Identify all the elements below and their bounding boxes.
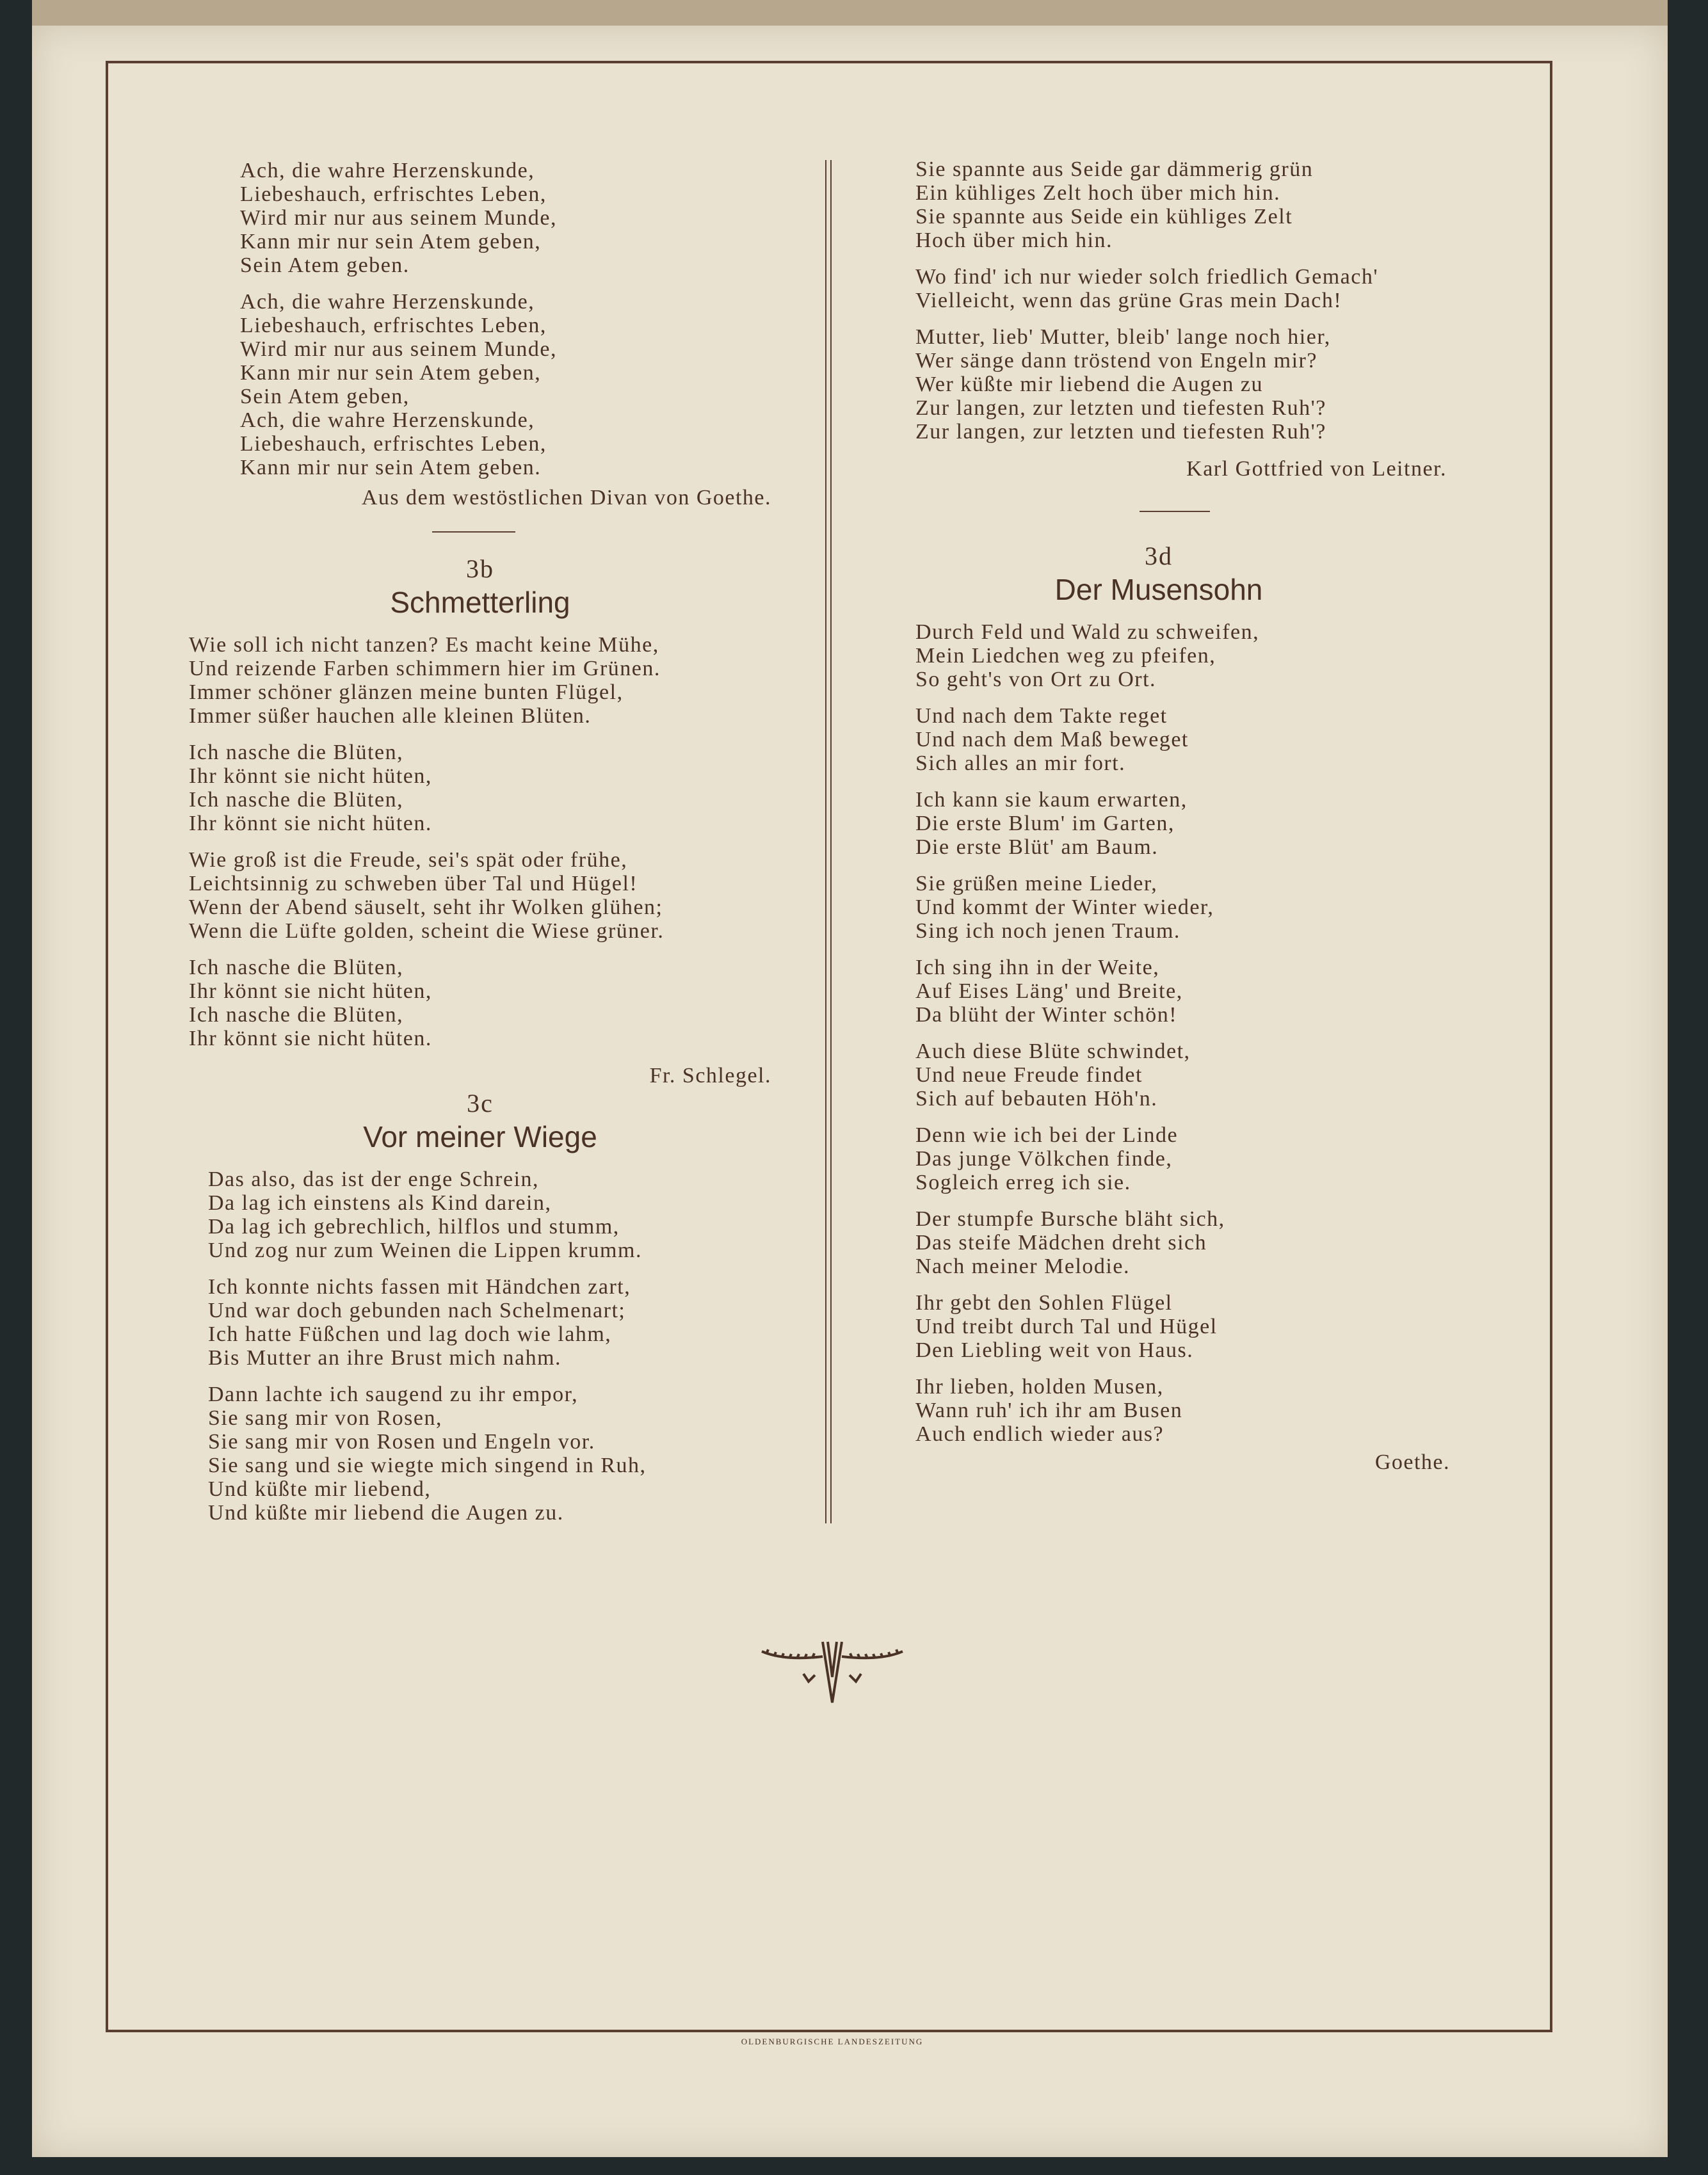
verse-line: Sie sang mir von Rosen, [208,1406,442,1430]
verse-line: Ich nasche die Blüten, [189,1003,404,1027]
verse-line: Ich nasche die Blüten, [189,788,404,812]
verse-line: Vielleicht, wenn das grüne Gras mein Dach! [915,289,1342,312]
verse-line: Ich nasche die Blüten, [189,956,404,979]
poem-leitner [915,157,1447,482]
verse-line: Denn wie ich bei der Linde [915,1123,1179,1147]
verse-line: Wo find' ich nur wieder solch friedlich Gemach' [915,265,1378,289]
verse-line: Wie soll ich nicht tanzen? Es macht keine Mühe, [189,633,659,657]
verse-line: Und küßte mir liebend, [208,1477,431,1501]
stanza [915,1375,1447,1446]
verse-line: Ich kann sie kaum erwarten, [915,788,1188,812]
stanza [240,290,771,479]
verse-line: Sie sang und sie wiegte mich singend in Ruh, [208,1454,647,1477]
verse-line: Wer sänge dann tröstend von Engeln mir? [915,349,1317,373]
verse-line: Immer süßer hauchen alle kleinen Blüten. [189,704,592,728]
page-top-edge [32,0,1668,26]
stanza [189,848,771,943]
verse-line: Liebeshauch, erfrischtes Leben, [240,432,547,456]
section-rule [1140,511,1210,512]
attribution: Fr. Schlegel. [649,1064,771,1088]
verse-line: Das steife Mädchen dreht sich [915,1231,1207,1255]
footer-publisher: OLDENBURGISCHE LANDESZEITUNG [741,2037,924,2046]
stanza [915,1207,1447,1278]
verse-line: Da blüht der Winter schön! [915,1003,1178,1027]
verse-line: Liebeshauch, erfrischtes Leben, [240,314,547,337]
verse-line: Hoch über mich hin. [915,229,1113,252]
verse-line: Liebeshauch, erfrischtes Leben, [240,182,547,206]
verse-line: Zur langen, zur letzten und tiefesten Ruh'? [915,420,1326,444]
verse-line: Sogleich erreg ich sie. [915,1171,1131,1194]
verse-line: Und kommt der Winter wieder, [915,895,1214,919]
verse-line: Ihr könnt sie nicht hüten, [189,979,432,1003]
poem-number: 3c [467,1089,494,1118]
verse-line: Ich hatte Füßchen und lag doch wie lahm, [208,1322,612,1346]
verse-line: Sie spannte aus Seide ein kühliges Zelt [915,205,1293,229]
verse-line: Sie grüßen meine Lieder, [915,872,1158,895]
verse-line: Da lag ich gebrechlich, hilflos und stumm, [208,1215,620,1239]
verse-line: Und neue Freude findet [915,1063,1143,1087]
verse-line: So geht's von Ort zu Ort. [915,668,1157,691]
verse-line: Und reizende Farben schimmern hier im Grünen. [189,657,661,680]
verse-line: Ach, die wahre Herzenskunde, [240,290,535,314]
verse-line: Sie sang mir von Rosen und Engeln vor. [208,1430,595,1454]
verse-line: Und war doch gebunden nach Schelmenart; [208,1299,626,1322]
stanza [915,157,1447,252]
verse-line: Wer küßte mir liebend die Augen zu [915,373,1264,396]
verse-line: Die erste Blum' im Garten, [915,812,1175,835]
attribution: Goethe. [1374,1450,1450,1474]
verse-line: Sein Atem geben. [240,253,410,277]
stanza [915,956,1447,1027]
verse-line: Durch Feld und Wald zu schweifen, [915,620,1260,644]
section-rule [432,531,515,533]
verse-line: Wie groß ist die Freude, sei's spät oder frühe, [189,848,628,872]
verse-line: Kann mir nur sein Atem geben, [240,230,542,253]
verse-line: Auch diese Blüte schwindet, [915,1039,1191,1063]
verse-line: Den Liebling weit von Haus. [915,1338,1194,1362]
verse-line: Sich alles an mir fort. [915,751,1126,775]
verse-line: Das junge Völkchen finde, [915,1147,1173,1171]
verse-line: Ich konnte nichts fassen mit Händchen zart, [208,1275,631,1299]
verse-line: Wird mir nur aus seinem Munde, [240,206,557,230]
verse-line: Sich auf bebauten Höh'n. [915,1087,1158,1111]
poem-title: Vor meiner Wiege [363,1120,597,1153]
verse-line: Sein Atem geben, [240,385,410,408]
stanza [915,872,1447,943]
stanza [915,325,1447,444]
column-divider [825,160,832,1523]
verse-line: Ich sing ihn in der Weite, [915,956,1160,979]
stanza [915,1123,1447,1194]
stanza [208,1275,771,1370]
verse-line: Ihr könnt sie nicht hüten, [189,764,432,788]
verse-line: Ihr könnt sie nicht hüten. [189,1027,432,1050]
poem-wiege [189,1088,771,1537]
stanza [208,1168,771,1262]
verse-line: Wenn die Lüfte golden, scheint die Wiese grüner. [189,919,665,943]
verse-line: Ihr lieben, holden Musen, [915,1375,1164,1399]
poem-title: Schmetterling [390,586,570,619]
stanza [915,1039,1447,1111]
verse-line: Da lag ich einstens als Kind darein, [208,1191,552,1215]
verse-line: Auf Eises Läng' und Breite, [915,979,1183,1003]
verse-line: Und zog nur zum Weinen die Lippen krumm. [208,1239,642,1262]
stanza [915,265,1447,312]
verse-line: Kann mir nur sein Atem geben. [240,456,542,479]
verse-line: Leichtsinnig zu schweben über Tal und Hügel! [189,872,638,895]
verse-line: Kann mir nur sein Atem geben, [240,361,542,385]
vignette-ornament-icon [759,1639,906,1712]
verse-line: Das also, das ist der enge Schrein, [208,1168,540,1191]
verse-line: Und küßte mir liebend die Augen zu. [208,1501,564,1525]
verse-line: Dann lachte ich saugend zu ihr empor, [208,1383,579,1406]
verse-line: Ach, die wahre Herzenskunde, [240,159,535,182]
stanza [189,633,771,728]
stanza [189,956,771,1050]
verse-line: Wann ruh' ich ihr am Busen [915,1399,1183,1422]
verse-line: Der stumpfe Bursche bläht sich, [915,1207,1225,1231]
stanza [915,788,1447,859]
verse-line: Und nach dem Takte reget [915,704,1168,728]
poem-number: 3b [466,554,494,583]
poem-musensohn [915,541,1450,1475]
stanza [915,620,1447,691]
verse-line: Wenn der Abend säuselt, seht ihr Wolken glühen; [189,895,663,919]
stanza [189,741,771,835]
verse-line: Bis Mutter an ihre Brust mich nahm. [208,1346,562,1370]
verse-line: Ach, die wahre Herzenskunde, [240,408,535,432]
verse-line: Ihr gebt den Sohlen Flügel [915,1291,1173,1315]
verse-line: Auch endlich wieder aus? [915,1422,1164,1446]
verse-line: Sie spannte aus Seide gar dämmerig grün [915,157,1314,181]
verse-line: Und nach dem Maß beweget [915,728,1189,751]
verse-line: Nach meiner Melodie. [915,1255,1130,1278]
verse-line: Sing ich noch jenen Traum. [915,919,1180,943]
verse-line: Ein kühliges Zelt hoch über mich hin. [915,181,1281,205]
poem-title: Der Musensohn [1054,573,1263,606]
poem-schmetterling [189,554,771,1089]
verse-line: Und treibt durch Tal und Hügel [915,1315,1218,1338]
verse-line: Mutter, lieb' Mutter, bleib' lange noch hier, [915,325,1331,349]
verse-line: Mein Liedchen weg zu pfeifen, [915,644,1216,668]
stanza [915,704,1447,775]
verse-line: Die erste Blüt' am Baum. [915,835,1159,859]
attribution: Karl Gottfried von Leitner. [1186,457,1447,481]
verse-line: Ich nasche die Blüten, [189,741,404,764]
goethe-fragment [240,159,771,492]
stanza [208,1383,771,1525]
stanza [915,1291,1447,1362]
verse-line: Wird mir nur aus seinem Munde, [240,337,557,361]
attribution: Aus dem westöstlichen Divan von Goethe. [361,486,771,510]
stanza [240,159,771,277]
verse-line: Ihr könnt sie nicht hüten. [189,812,432,835]
verse-line: Immer schöner glänzen meine bunten Flügel, [189,680,624,704]
verse-line: Zur langen, zur letzten und tiefesten Ruh'? [915,396,1326,420]
poem-number: 3d [1145,542,1173,570]
